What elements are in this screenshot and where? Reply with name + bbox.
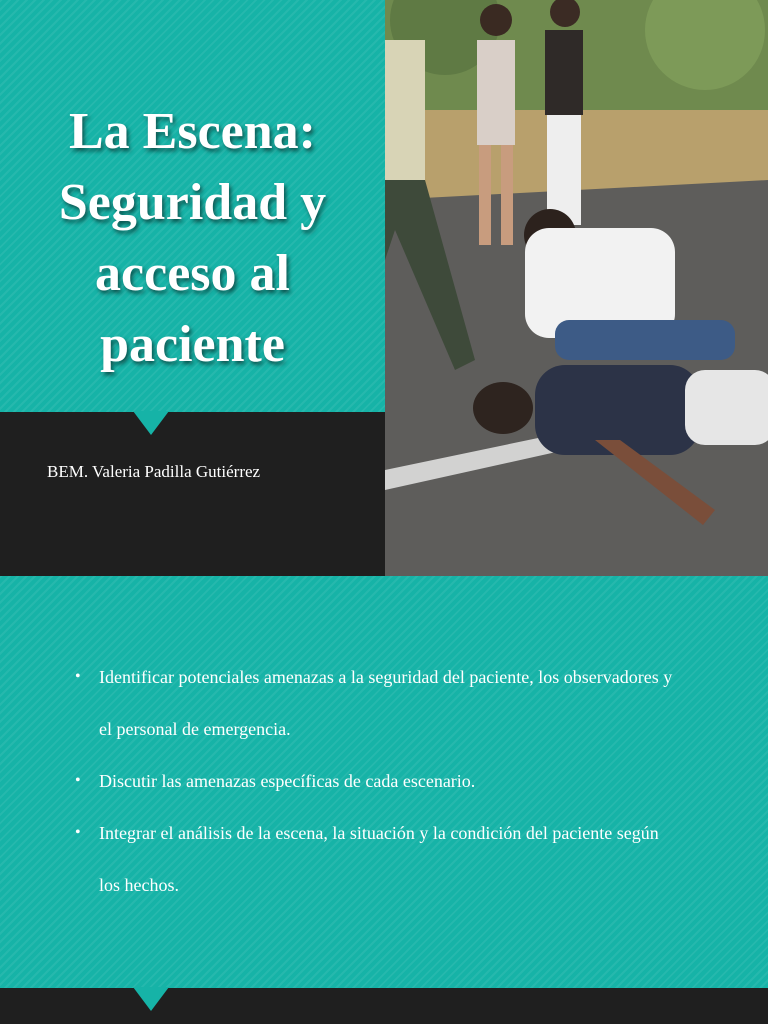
photo-illustration: [385, 0, 768, 576]
list-item: [75, 651, 675, 755]
notch-marker: [133, 987, 169, 1011]
objectives-panel: [0, 576, 768, 988]
slide-objectives: [0, 576, 768, 1024]
list-item: [75, 755, 675, 807]
accident-scene-photo: [385, 0, 768, 576]
title-panel: [0, 0, 385, 412]
list-item-text: Integrar el análisis de la escena, la situación y la condición del paciente según los hechos.: [99, 823, 659, 895]
bullet-icon: •: [75, 772, 81, 789]
slide-title-heading: La Escena: Seguridad y acceso al paciente: [58, 103, 327, 373]
list-item-text: Discutir las amenazas específicas de cada escenario.: [99, 771, 476, 791]
list-item: [75, 807, 675, 911]
author-panel: [0, 412, 385, 576]
bullet-icon: •: [75, 824, 81, 841]
list-item-text: Identificar potenciales amenazas a la seguridad del paciente, los observadores y el personal de emergencia.: [99, 667, 673, 739]
notch-marker: [133, 411, 169, 435]
objectives-list: [75, 651, 675, 911]
bullet-icon: •: [75, 668, 81, 685]
author-name: BEM. Valeria Padilla Gutiérrez: [47, 462, 261, 481]
footer-bar: [0, 988, 768, 1024]
